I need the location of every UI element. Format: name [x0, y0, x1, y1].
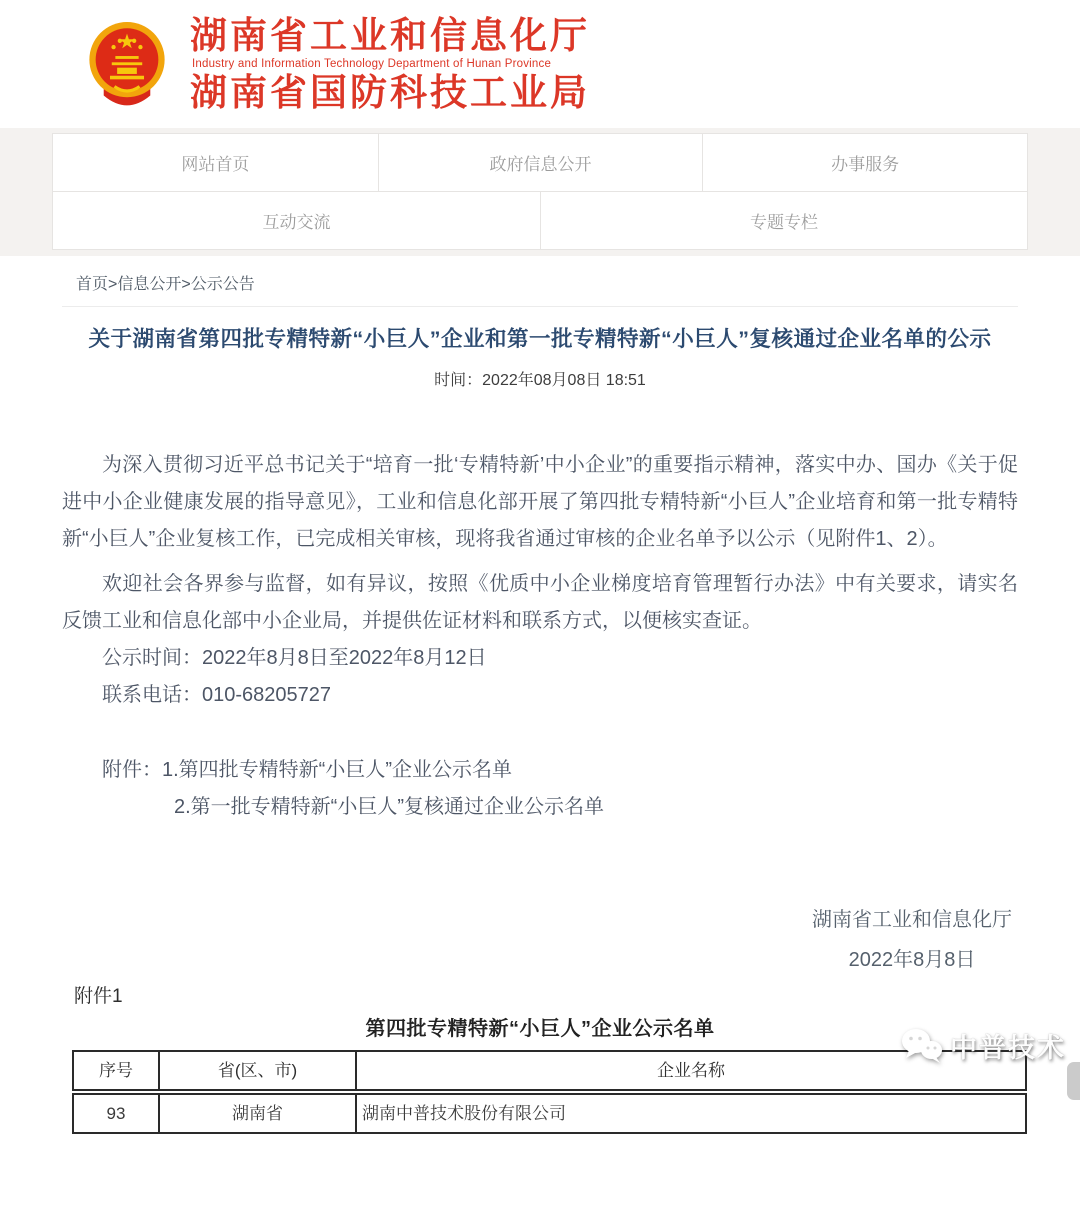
nav-item-gov-info[interactable]: 政府信息公开	[378, 134, 703, 191]
cell-province: 湖南省	[159, 1092, 356, 1133]
org-name-en: Industry and Information Technology Department of Hunan Province	[192, 57, 552, 70]
signature-date: 2022年8月8日	[848, 949, 976, 971]
scrollbar-thumb[interactable]	[1067, 1062, 1080, 1100]
article-time: 时间：2022年08月08日 18:51	[434, 372, 646, 389]
main-nav	[52, 133, 1028, 250]
breadcrumb-item-public-notice[interactable]: 公示公告	[190, 276, 255, 293]
signature-block	[812, 902, 1012, 981]
org-name-cn-1: 湖南省工业和信息化厅	[190, 15, 590, 57]
paragraph-1: 为深入贯彻习近平总书记关于“培育一批‘专精特新’中小企业”的重要指示精神，落实中办、国办《关于促进中小企业健康发展的指导意见》，工业和信息化部开展了第四批专精特新“小巨人”企业培育和第一批专精特新“小巨人”企业复核工作，已完成相关审核，现将我省通过审核的企业名单予以公示（见附件1、2）。	[62, 454, 1018, 550]
breadcrumb-item-home[interactable]: 首页	[76, 276, 109, 293]
cell-serial: 93	[73, 1092, 159, 1133]
cell-company: 湖南中普技术股份有限公司	[356, 1092, 1026, 1133]
watermark-text: 中普技术	[950, 1033, 1066, 1063]
col-header-serial: 序号	[73, 1051, 159, 1092]
signature-org: 湖南省工业和信息化厅	[812, 909, 1012, 931]
nav-item-special-columns[interactable]: 专题专栏	[540, 192, 1027, 249]
breadcrumb-separator: >	[108, 276, 118, 293]
annex-table-title: 第四批专精特新“小巨人”企业公示名单	[365, 1018, 715, 1040]
contact-phone: 联系电话：010-68205727	[102, 684, 332, 706]
site-header	[0, 0, 1080, 128]
publicity-period: 公示时间：2022年8月8日至2022年8月12日	[102, 647, 487, 669]
table-header-row	[73, 1051, 1026, 1092]
col-header-province: 省(区、市)	[159, 1051, 356, 1092]
breadcrumb-item-info-disclosure[interactable]: 信息公开	[117, 276, 182, 293]
article-page	[0, 256, 1080, 1219]
nav-item-services[interactable]: 办事服务	[702, 134, 1027, 191]
attachment-line-1[interactable]: 附件：1.第四批专精特新“小巨人”企业公示名单	[102, 759, 512, 781]
annex-table	[72, 1050, 1027, 1134]
annex-label: 附件1	[74, 986, 123, 1007]
article-body	[62, 447, 1018, 1134]
attachment-line-2[interactable]: 2.第一批专精特新“小巨人”复核通过企业公示名单	[174, 796, 604, 818]
nav-wrap	[0, 128, 1080, 256]
nav-item-home[interactable]: 网站首页	[53, 134, 378, 191]
site-brand	[190, 15, 590, 113]
table-row	[73, 1092, 1026, 1133]
col-header-company: 企业名称	[356, 1051, 1026, 1092]
breadcrumb-separator: >	[181, 276, 191, 293]
paragraph-2: 欢迎社会各界参与监督，如有异议，按照《优质中小企业梯度培育管理暂行办法》中有关要求，请实名反馈工业和信息化部中小企业局，并提供佐证材料和联系方式，以便核实查证。	[62, 573, 1018, 632]
org-name-cn-2: 湖南省国防科技工业局	[190, 71, 590, 113]
nav-item-interaction[interactable]: 互动交流	[53, 192, 540, 249]
article-title: 关于湖南省第四批专精特新“小巨人”企业和第一批专精特新“小巨人”复核通过企业名单的公示	[88, 327, 992, 351]
breadcrumb	[62, 256, 1018, 307]
national-emblem-logo	[84, 13, 170, 117]
